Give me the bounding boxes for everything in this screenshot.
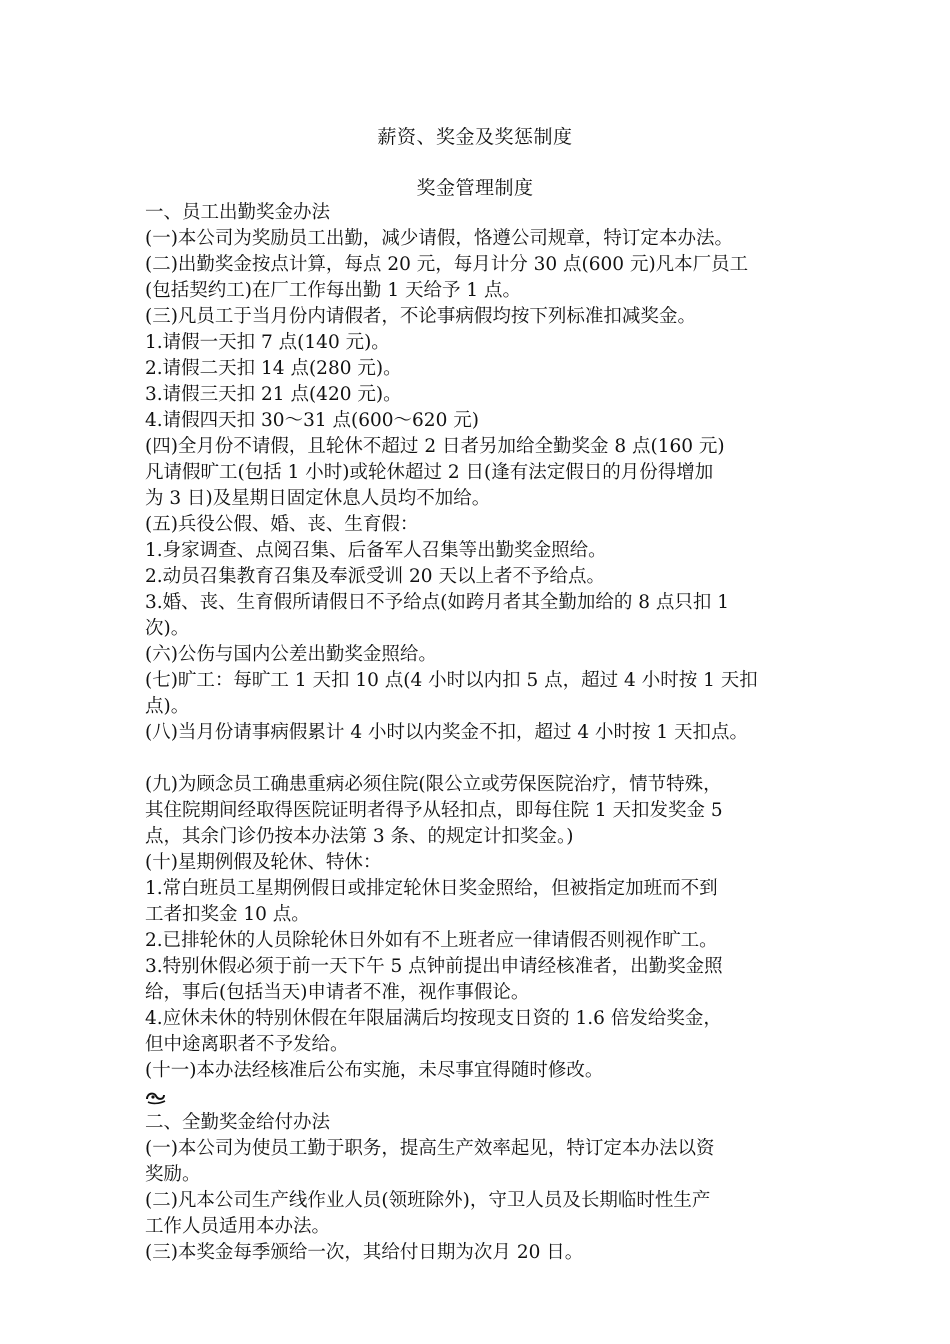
text-line: 其住院期间经取得医院证明者得予从轻扣点，即每住院 1 天扣发奖金 5 <box>145 800 723 821</box>
text-line: 4.应休未休的特别休假在年限届满后均按现支日资的 1.6 倍发给奖金， <box>145 1008 722 1029</box>
text-line: 点)。 <box>145 696 190 717</box>
text-line: 3.特别休假必须于前一天下午 5 点钟前提出申请经核准者，出勤奖金照 <box>145 956 723 977</box>
text-line: (二)出勤奖金按点计算，每点 20 元，每月计分 30 点(600 元)凡本厂员工 <box>145 254 749 275</box>
text-line: (十)星期例假及轮休、特休： <box>145 852 382 873</box>
text-line: (八)当月份请事病假累计 4 小时以内奖金不扣，超过 4 小时按 1 天扣点。 <box>145 722 749 743</box>
text-line: 为 3 日)及星期日固定休息人员均不加给。 <box>145 488 491 509</box>
text-line: 3.请假三天扣 21 点(420 元)。 <box>145 384 402 405</box>
text-line: 给，事后(包括当天)申请者不准，视作事假论。 <box>145 982 530 1003</box>
section-title: 奖金管理制度 <box>416 177 534 199</box>
text-line: 但中途离职者不予发给。 <box>145 1034 349 1055</box>
text-line: (一)本公司为奖励员工出勤，减少请假，恪遵公司规章，特订定本办法。 <box>145 228 733 249</box>
text-line: (三)凡员工于当月份内请假者，不论事病假均按下列标准扣减奖金。 <box>145 306 696 327</box>
text-line: 工者扣奖金 10 点。 <box>145 904 310 925</box>
text-line: (二)凡本公司生产线作业人员(领班除外)，守卫人员及长期临时性生产 <box>145 1190 711 1211</box>
text-line: 点，其余门诊仍按本办法第 3 条、的规定计扣奖金。) <box>145 826 574 847</box>
swirl-ornament-icon <box>145 1084 825 1110</box>
text-line: 二、全勤奖金给付办法 <box>145 1112 331 1133</box>
text-line: 2.已排轮休的人员除轮休日外如有不上班者应一律请假否则视作旷工。 <box>145 930 718 951</box>
text-line: 1.常白班员工星期例假日或排定轮休日奖金照给，但被指定加班而不到 <box>145 878 718 899</box>
text-line: 2.请假二天扣 14 点(280 元)。 <box>145 358 402 379</box>
text-line: (五)兵役公假、婚、丧、生育假： <box>145 514 419 535</box>
text-line: 次)。 <box>145 618 190 639</box>
document-body <box>145 200 825 1266</box>
text-line: 4.请假四天扣 30～31 点(600～620 元) <box>145 410 479 431</box>
text-line: (四)全月份不请假，且轮休不超过 2 日者另加给全勤奖金 8 点(160 元) <box>145 436 725 457</box>
text-line: 工作人员适用本办法。 <box>145 1216 331 1237</box>
text-line: (九)为顾念员工确患重病必须住院(限公立或劳保医院治疗，情节特殊， <box>145 774 722 795</box>
text-line: 3.婚、丧、生育假所请假日不予给点(如跨月者其全勤加给的 8 点只扣 1 <box>145 592 730 613</box>
text-line: (三)本奖金每季颁给一次，其给付日期为次月 20 日。 <box>145 1242 584 1263</box>
paragraph-gap <box>145 746 825 772</box>
text-line: 1.身家调查、点阅召集、后备军人召集等出勤奖金照给。 <box>145 540 607 561</box>
document-title: 薪资、奖金及奖惩制度 <box>377 126 573 148</box>
text-line: (十一)本办法经核准后公布实施，未尽事宜得随时修改。 <box>145 1060 604 1081</box>
text-line: (七)旷工：每旷工 1 天扣 10 点(4 小时以内扣 5 点，超过 4 小时按 1 天扣 <box>145 670 758 691</box>
text-line: 奖励。 <box>145 1164 201 1185</box>
text-line: 2.动员召集教育召集及奉派受训 20 天以上者不予给点。 <box>145 566 605 587</box>
text-line: 1.请假一天扣 7 点(140 元)。 <box>145 332 390 353</box>
text-line: (一)本公司为使员工勤于职务，提高生产效率起见，特订定本办法以资 <box>145 1138 715 1159</box>
text-line: (六)公伤与国内公差出勤奖金照给。 <box>145 644 437 665</box>
text-line: (包括契约工)在厂工作每出勤 1 天给予 1 点。 <box>145 280 521 301</box>
text-line: 凡请假旷工(包括 1 小时)或轮休超过 2 日(逢有法定假日的月份得增加 <box>145 462 714 483</box>
text-line: 一、员工出勤奖金办法 <box>145 202 331 223</box>
